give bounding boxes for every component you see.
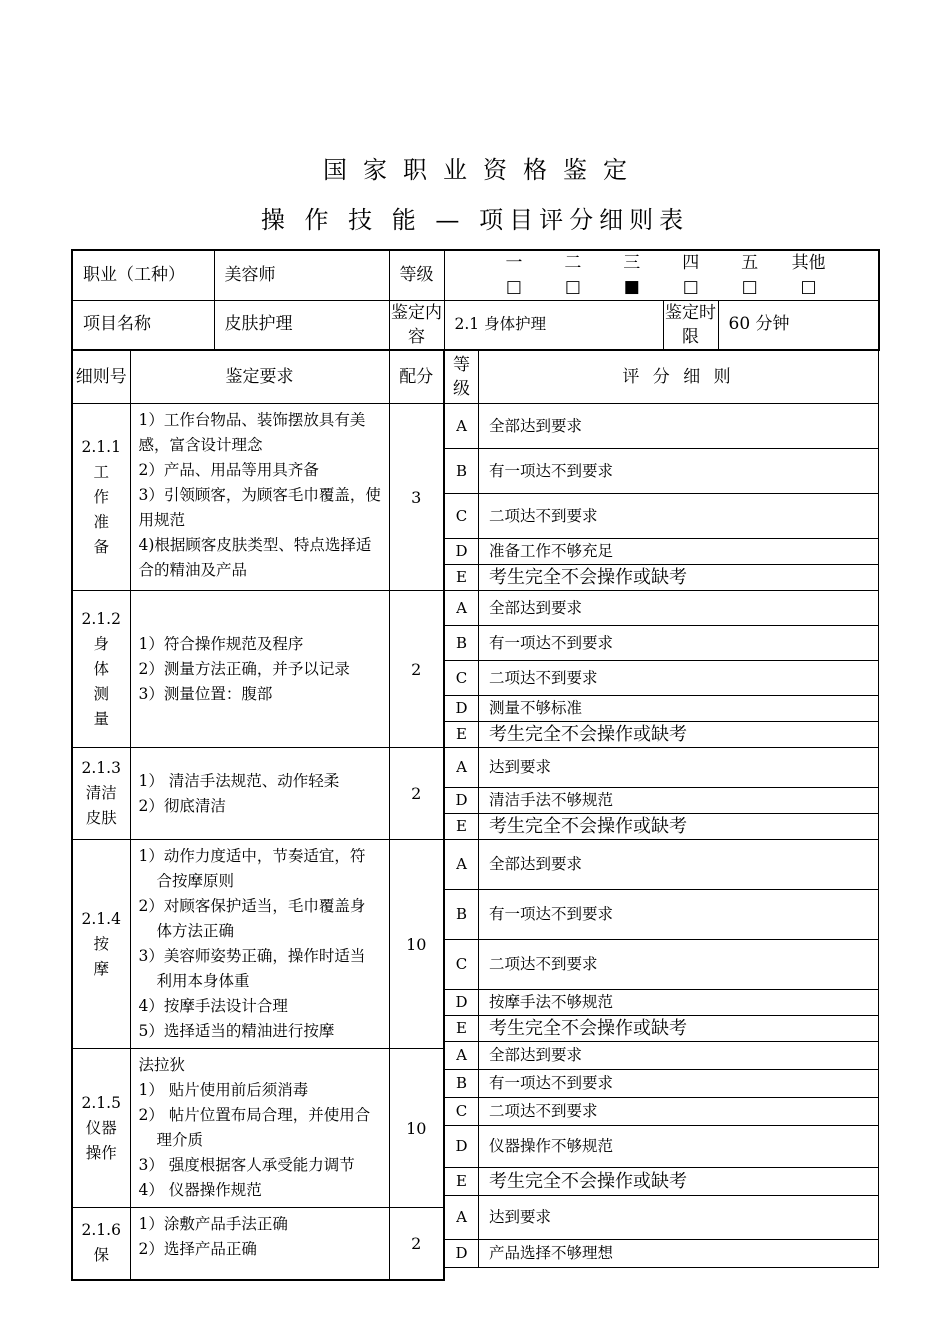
- grade-row: [445, 722, 879, 748]
- grade-letter: A: [445, 1196, 479, 1240]
- item-name-char: 操作: [85, 1143, 117, 1162]
- grade-letter: E: [445, 1168, 479, 1196]
- grade-row: [445, 661, 879, 696]
- item-score: 2: [389, 748, 444, 840]
- requirement-line: 2） 帖片位置布局合理，并使用合: [138, 1106, 371, 1124]
- grade-3-checkbox[interactable]: ■: [623, 277, 640, 298]
- grade-row: [445, 840, 879, 890]
- grading-table: [444, 350, 879, 1268]
- requirement-line: 2）对顾客保护适当，毛巾覆盖身: [138, 897, 366, 915]
- requirement-row: [72, 1208, 444, 1280]
- item-name-char: 摩: [93, 959, 109, 978]
- item-score: 3: [389, 404, 444, 591]
- requirements-table: [71, 350, 445, 1281]
- item-name-char: 清洁: [85, 784, 117, 802]
- grade-row: [445, 1196, 879, 1240]
- requirement-line: 1）工作台物品、装饰摆放具有美感，富含设计理念: [138, 411, 366, 454]
- grade-letter: A: [445, 404, 479, 449]
- grade-4-checkbox[interactable]: □: [682, 277, 699, 298]
- grade-row: [445, 539, 879, 565]
- grade-row: [445, 1016, 879, 1042]
- grade-letter: A: [445, 748, 479, 788]
- grade-row: [445, 696, 879, 722]
- item-requirements: [130, 748, 389, 840]
- requirement-line: 3）测量位置：腹部: [138, 684, 273, 703]
- grade-description: 二项达不到要求: [479, 661, 879, 696]
- document-title: 国家职业资格鉴定: [323, 156, 643, 184]
- grade-letter: E: [445, 814, 479, 840]
- item-score: 10: [389, 1049, 444, 1208]
- grade-1: 一: [505, 253, 523, 274]
- grade-5-checkbox[interactable]: □: [741, 277, 758, 298]
- grade-3: 三: [623, 253, 641, 274]
- requirement-line: 理介质: [156, 1131, 204, 1149]
- grade-row: [445, 626, 879, 661]
- requirement-line: 1）动作力度适中，节奏适宜，符: [138, 847, 366, 865]
- requirement-line: 4）按摩手法设计合理: [138, 997, 288, 1015]
- requirement-line: 1）符合操作规范及程序: [138, 634, 304, 653]
- grade-row: [445, 1126, 879, 1168]
- item-requirements: [130, 1049, 389, 1208]
- item-code: 2.1.5: [81, 1093, 121, 1112]
- grade-description: 考生完全不会操作或缺考: [479, 1016, 879, 1042]
- grade-description: 全部达到要求: [479, 591, 879, 626]
- grade-letter: B: [445, 890, 479, 940]
- requirement-line: 4） 仪器操作规范: [138, 1181, 262, 1199]
- item-number: [72, 748, 130, 840]
- grade-letter: B: [445, 626, 479, 661]
- time-label: 鉴定时限: [663, 300, 718, 350]
- grade-description: 考生完全不会操作或缺考: [479, 1168, 879, 1196]
- occupation-value: 美容师: [214, 250, 389, 300]
- grade-letter: E: [445, 1016, 479, 1042]
- item-name-char: 测: [93, 684, 109, 703]
- grade-label: 等级: [389, 250, 444, 300]
- grade-letter: D: [445, 1240, 479, 1268]
- item-name-char: 工: [93, 462, 109, 481]
- grade-row: [445, 494, 879, 539]
- grade-letter: A: [445, 1042, 479, 1070]
- requirement-line: 3）美容师姿势正确，操作时适当: [138, 947, 366, 965]
- grade-row: [445, 565, 879, 591]
- item-score: 10: [389, 840, 444, 1049]
- grade-description: 二项达不到要求: [479, 1098, 879, 1126]
- item-code: 2.1.4: [81, 909, 121, 928]
- grade-description: 考生完全不会操作或缺考: [479, 565, 879, 591]
- grade-letter: E: [445, 565, 479, 591]
- grade-description: 二项达不到要求: [479, 494, 879, 539]
- item-code: 2.1.1: [81, 437, 121, 456]
- item-name-char: 皮肤: [85, 809, 117, 827]
- document-subtitle: 操 作 技 能 — 项目评分细则表: [260, 206, 690, 234]
- requirement-line: 2）测量方法正确，并予以记录: [138, 659, 350, 678]
- item-name-char: 体: [93, 659, 109, 678]
- grade-row: [445, 1240, 879, 1268]
- grade-description: 全部达到要求: [479, 1042, 879, 1070]
- item-name-char: 备: [93, 537, 109, 556]
- grade-labels-row: [445, 251, 879, 275]
- grade-row: [445, 404, 879, 449]
- grade-row: [445, 449, 879, 494]
- item-requirements: [130, 404, 389, 591]
- grade-row: [445, 940, 879, 990]
- grade-letter: E: [445, 722, 479, 748]
- grade-row: [445, 814, 879, 840]
- grade-row: [445, 990, 879, 1016]
- content-value: 2.1 身体护理: [444, 300, 663, 350]
- requirement-line: 合按摩原则: [156, 872, 235, 890]
- grade-letter: D: [445, 1126, 479, 1168]
- requirement-line: 3）引领顾客，为顾客毛巾覆盖，使用规范: [138, 486, 381, 529]
- grade-2: 二: [564, 253, 582, 274]
- grade-letter: C: [445, 940, 479, 990]
- content-label: 鉴定内容: [389, 300, 444, 350]
- grade-5: 五: [741, 253, 759, 274]
- grade-letter: C: [445, 1098, 479, 1126]
- item-number: [72, 840, 130, 1049]
- grade-description: 全部达到要求: [479, 840, 879, 890]
- requirement-line: 利用本身体重: [156, 972, 250, 990]
- grade-options: [444, 250, 879, 300]
- grade-description: 按摩手法不够规范: [479, 990, 879, 1016]
- grade-description: 达到要求: [479, 1196, 879, 1240]
- grade-checkbox-row: [445, 275, 879, 299]
- grade-letter: D: [445, 696, 479, 722]
- grade-row: [445, 748, 879, 788]
- requirement-line: 3） 强度根据客人承受能力调节: [138, 1156, 355, 1174]
- grade-other-checkbox[interactable]: □: [800, 277, 817, 298]
- col-grade-header: 等级: [445, 351, 479, 404]
- item-number: [72, 404, 130, 591]
- item-number: [72, 1208, 130, 1280]
- requirement-line: 5）选择适当的精油进行按摩: [138, 1022, 335, 1040]
- occupation-label: 职业（工种）: [72, 250, 214, 300]
- grade-description: 清洁手法不够规范: [479, 788, 879, 814]
- grade-other: 其他: [791, 253, 826, 274]
- grade-description: 仪器操作不够规范: [479, 1126, 879, 1168]
- item-score: 2: [389, 591, 444, 748]
- requirement-line: 2）产品、用品等用具齐备: [138, 461, 319, 479]
- grade-row: [445, 1168, 879, 1196]
- requirement-row: [72, 404, 444, 591]
- item-name-char: 准: [93, 512, 109, 531]
- grade-letter: B: [445, 449, 479, 494]
- item-requirements: [130, 591, 389, 748]
- item-score: 2: [389, 1208, 444, 1280]
- grade-row: [445, 788, 879, 814]
- grade-row: [445, 1070, 879, 1098]
- item-name-char: 仪器: [85, 1118, 117, 1137]
- grade-row: [445, 890, 879, 940]
- item-name-char: 量: [93, 709, 109, 728]
- grade-2-checkbox[interactable]: □: [564, 277, 581, 298]
- project-value: 皮肤护理: [214, 300, 389, 350]
- grade-description: 考生完全不会操作或缺考: [479, 814, 879, 840]
- grade-letter: D: [445, 539, 479, 565]
- grade-description: 二项达不到要求: [479, 940, 879, 990]
- grade-1-checkbox[interactable]: □: [505, 277, 522, 298]
- grade-description: 测量不够标准: [479, 696, 879, 722]
- requirement-row: [72, 591, 444, 748]
- grade-description: 有一项达不到要求: [479, 1070, 879, 1098]
- requirement-line: 4)根据顾客皮肤类型、特点选择适合的精油及产品: [138, 536, 372, 579]
- requirement-line: 2）选择产品正确: [138, 1240, 257, 1258]
- col-score-header: 配分: [389, 351, 444, 404]
- grade-description: 全部达到要求: [479, 404, 879, 449]
- col-req-header: 鉴定要求: [130, 351, 389, 404]
- grade-letter: B: [445, 1070, 479, 1098]
- requirement-row: [72, 748, 444, 840]
- grade-description: 有一项达不到要求: [479, 890, 879, 940]
- grade-description: 有一项达不到要求: [479, 449, 879, 494]
- grade-letter: C: [445, 661, 479, 696]
- grade-4: 四: [682, 253, 700, 274]
- time-value: 60 分钟: [718, 300, 879, 350]
- item-number: [72, 1049, 130, 1208]
- col-no-header: 细则号: [72, 351, 130, 404]
- grade-row: [445, 1098, 879, 1126]
- requirement-line: 1）涂敷产品手法正确: [138, 1215, 288, 1233]
- grade-description: 有一项达不到要求: [479, 626, 879, 661]
- grade-letter: D: [445, 990, 479, 1016]
- project-label: 项目名称: [72, 300, 214, 350]
- grade-description: 达到要求: [479, 748, 879, 788]
- item-name-char: 身: [93, 634, 109, 653]
- grade-description: 考生完全不会操作或缺考: [479, 722, 879, 748]
- requirement-line: 2）彻底清洁: [138, 796, 226, 815]
- requirement-line: 体方法正确: [156, 922, 235, 940]
- item-name-char: 保: [93, 1246, 109, 1265]
- requirement-line: 1） 贴片使用前后须消毒: [138, 1081, 309, 1099]
- requirement-line: 法拉狄: [138, 1056, 186, 1074]
- grade-description: 准备工作不够充足: [479, 539, 879, 565]
- item-code: 2.1.6: [81, 1221, 121, 1240]
- item-code: 2.1.3: [81, 759, 121, 777]
- item-requirements: [130, 1208, 389, 1280]
- grade-letter: D: [445, 788, 479, 814]
- item-number: [72, 591, 130, 748]
- grade-letter: A: [445, 591, 479, 626]
- requirement-row: [72, 840, 444, 1049]
- grade-row: [445, 591, 879, 626]
- grade-letter: C: [445, 494, 479, 539]
- item-name-char: 按: [93, 934, 109, 953]
- col-detail-header: 评 分 细 则: [479, 351, 879, 404]
- grade-letter: A: [445, 840, 479, 890]
- item-name-char: 作: [93, 487, 109, 506]
- header-table: [71, 249, 880, 351]
- grade-description: 产品选择不够理想: [479, 1240, 879, 1268]
- requirement-line: 1） 清洁手法规范、动作轻柔: [138, 771, 340, 790]
- item-code: 2.1.2: [81, 609, 121, 628]
- grade-row: [445, 1042, 879, 1070]
- item-requirements: [130, 840, 389, 1049]
- requirement-row: [72, 1049, 444, 1208]
